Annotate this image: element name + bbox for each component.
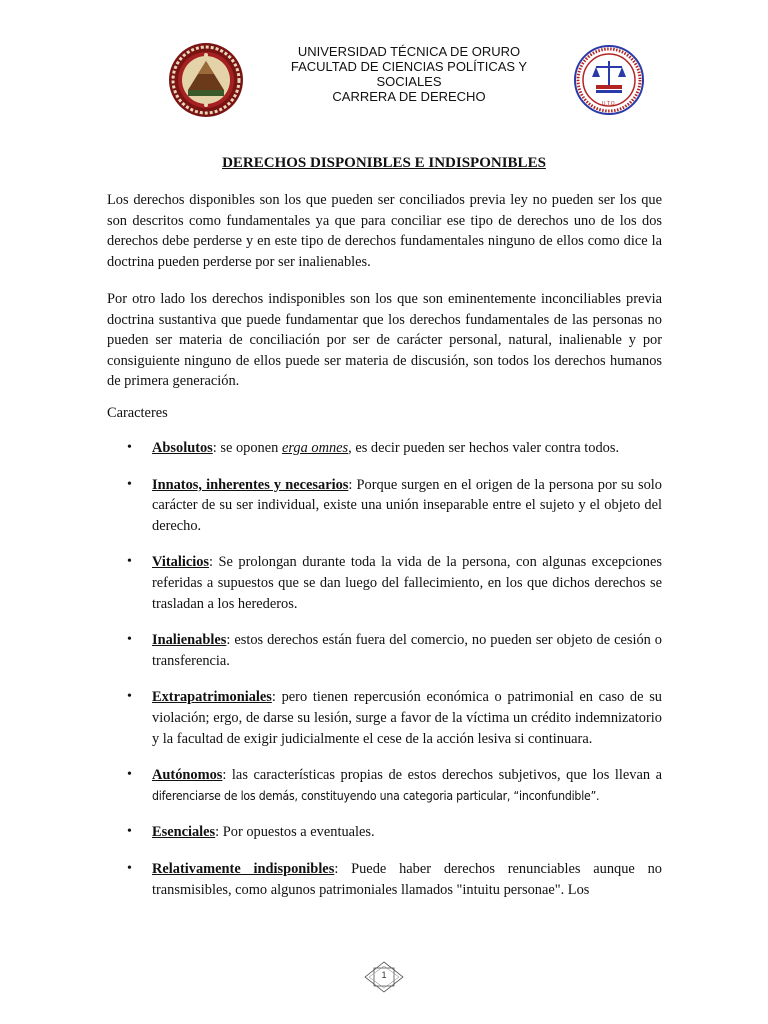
list-item [107, 630, 662, 671]
item-italic: erga omnes [281, 440, 349, 456]
list-item [107, 765, 662, 806]
item-text: : Puede haber derechos renunciables aunque no transmisibles, como algunos patrimoniales llamados "intuitu personae". Los [152, 860, 663, 898]
item-term: Relativamente indisponibles [152, 860, 335, 877]
item-text: : Se prolongan durante toda la vida de la persona, con algunas excepciones referidas a supuestos que se dan luego del fallecimiento, en los que dichos derechos se trasladan a los herederos. [152, 554, 662, 612]
header-line-faculty: FACULTAD DE CIENCIAS POLÍTICAS Y [290, 59, 528, 74]
header-line-faculty-cont: SOCIALES [376, 74, 442, 89]
list-item [107, 687, 662, 749]
list-item [107, 552, 662, 614]
list-item [107, 859, 662, 900]
item-term: Extrapatrimoniales [152, 689, 272, 706]
item-term: Absolutos [152, 440, 213, 456]
item-text: : se oponen [212, 440, 282, 456]
header-line-university: UNIVERSIDAD TÉCNICA DE ORURO [297, 44, 521, 59]
caracteres-heading: Caracteres [107, 405, 168, 421]
bullet-icon: • [127, 440, 132, 455]
document-header [0, 0, 768, 130]
list-item [107, 438, 662, 459]
item-text: : Por opuestos a eventuales. [215, 824, 375, 841]
paragraph-disponibles: Los derechos disponibles son los que pueden ser conciliados previa ley no pueden ser los que son descritos como fundamentales ya que para conciliar ese tipo de derechos uno de los dos derechos debe perderse y en este tipo de derechos fundamentales ninguno de ellos como dice la doctrina pueden perderse por ser inalienables. [107, 192, 662, 270]
item-term: Esenciales [152, 824, 216, 841]
item-term: Innatos, inherentes y necesarios [152, 476, 349, 493]
item-term: Vitalicios [152, 554, 210, 571]
bullet-icon: • [127, 689, 132, 705]
item-text: : Porque surgen en el origen de la persona por su solo carácter de su ser individual, existe una unión inseparable entre el sujeto y el objeto del derecho. [152, 476, 662, 534]
item-text: , es decir pueden ser hechos valer contra todos. [348, 440, 620, 456]
item-term: Inalienables [152, 632, 227, 649]
item-text: : pero tienen repercusión económica o patrimonial en caso de su violación; ergo, de darse su lesión, surge a favor de la víctima un crédito indemnizatorio y la facultad de exigir judicialmente el cese de la acción lesiva si continuara. [152, 689, 662, 747]
page-number-ornament [364, 961, 404, 993]
bullet-icon: • [127, 632, 132, 648]
item-term: Autónomos [152, 767, 223, 784]
item-text-alt-font: diferenciarse de los demás, constituyendo una categoria particular, “inconfundible”. [152, 788, 600, 803]
item-text: : las características propias de estos derechos subjetivos, que los llevan a [222, 767, 662, 784]
list-item [107, 475, 662, 537]
bullet-icon: • [127, 767, 132, 783]
university-seal-logo [168, 42, 244, 118]
item-text: : estos derechos están fuera del comercio, no pueden ser objeto de cesión o transferencia. [152, 632, 662, 669]
faculty-seal-logo [574, 45, 644, 115]
characteristics-list [107, 438, 662, 900]
bullet-icon: • [127, 554, 132, 570]
list-item [107, 822, 662, 843]
document-title: DERECHOS DISPONIBLES E INDISPONIBLES [222, 155, 546, 171]
institution-name [270, 44, 548, 104]
page-number: 1 [381, 970, 387, 980]
right-logo-text: U.T.O. [601, 101, 617, 107]
bullet-icon: • [127, 476, 132, 492]
bullet-icon: • [127, 860, 132, 876]
bullet-icon: • [127, 824, 132, 840]
header-line-career: CARRERA DE DERECHO [332, 89, 486, 104]
paragraph-indisponibles: Por otro lado los derechos indisponibles son los que son eminentemente inconciliables previa doctrina sustantiva que puede fundamentar que los derechos fundamentales de las personas no pueden ser materia de conciliación por ser de carácter personal, natural, inalienable y por consiguiente ninguno de ellos puede ser materia de discusión, son todos los derechos humanos de primera generación. [107, 291, 662, 390]
